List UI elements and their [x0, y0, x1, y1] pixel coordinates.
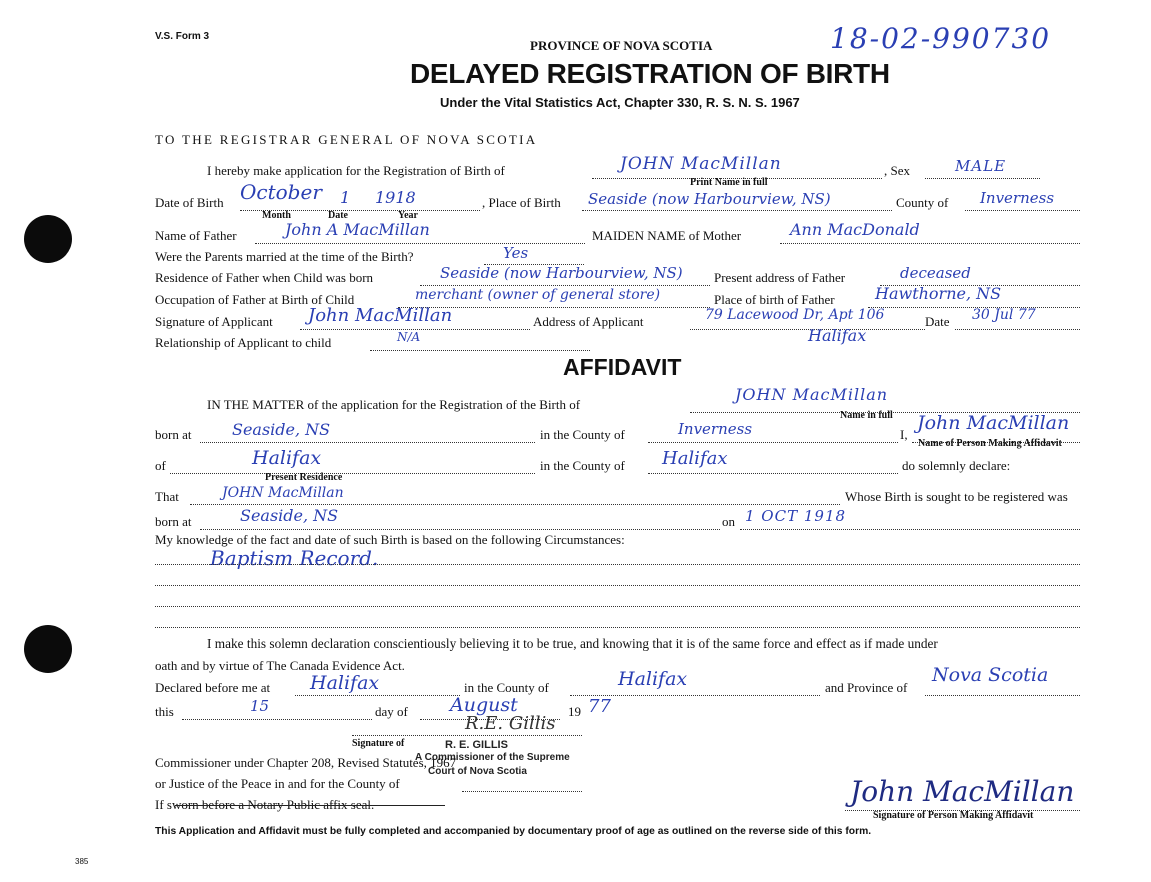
declared-before-label: Declared before me at — [155, 680, 271, 695]
sex-label: , Sex — [884, 163, 910, 178]
affidavit-heading: AFFIDAVIT — [563, 354, 682, 380]
relationship-label: Relationship of Applicant to child — [155, 335, 332, 350]
mother-value: Ann MacDonald — [790, 220, 920, 239]
mother-label: MAIDEN NAME of Mother — [592, 228, 742, 243]
dob-month-value: October — [240, 180, 322, 204]
married-label: Were the Parents married at the time of the Birth? — [155, 249, 414, 264]
date-caption: Date — [328, 210, 348, 221]
affiant-signature-caption: Signature of Person Making Affidavit — [873, 810, 1034, 821]
residence-label: Residence of Father when Child was born — [155, 270, 374, 285]
affiant-signature: John MacMillan — [850, 775, 1075, 808]
born-at-label: born at — [155, 427, 192, 442]
month-value: August — [450, 694, 518, 716]
sex-value: MALE — [955, 157, 1007, 175]
residence-county-value: Halifax — [662, 448, 728, 469]
occupation-label: Occupation of Father at Birth of Child — [155, 292, 355, 307]
file-number: 18-02-990730 — [830, 22, 1052, 55]
place-label: , Place of Birth — [482, 195, 561, 210]
on-label: on — [722, 514, 735, 529]
notary-label: If sworn before a Notary Public affix seal. — [155, 797, 375, 812]
declared-county-value: Halifax — [618, 668, 688, 690]
declare-label: do solemnly declare: — [902, 458, 1011, 473]
affidavit-name-value: JOHN MacMillan — [735, 385, 889, 404]
residence-value: Seaside (now Harbourview, NS) — [440, 264, 683, 282]
commissioner-signature: R.E. Gillis — [465, 713, 556, 734]
apply-label: I hereby make application for the Registration of Birth of — [207, 163, 505, 178]
married-value: Yes — [503, 244, 529, 262]
application-date-label: Date — [925, 314, 950, 329]
present-address-label: Present address of Father — [714, 270, 846, 285]
relationship-value: N/A — [397, 330, 421, 344]
dob-label: Date of Birth — [155, 195, 224, 210]
to-registrar-line: TO THE REGISTRAR GENERAL OF NOVA SCOTIA — [155, 132, 538, 147]
occupation-value: merchant (owner of general store) — [415, 287, 661, 303]
applicant-address-value: 79 Lacewood Dr, Apt 106 — [705, 307, 885, 323]
residence-of-value: Halifax — [252, 447, 322, 469]
applicant-address-label: Address of Applicant — [533, 314, 644, 329]
matter-label: IN THE MATTER of the application for the Registration of the Birth of — [207, 397, 581, 412]
circumstances-value: Baptism Record. — [210, 546, 379, 570]
father-label: Name of Father — [155, 228, 237, 243]
print-name-caption: Print Name in full — [690, 177, 768, 188]
father-value: John A MacMillan — [285, 220, 430, 239]
declaration-text-1: I make this solemn declaration conscientiously believing it to be true, and knowing that it is of the same force and effect as if made under — [207, 636, 938, 651]
signature-of-caption: Signature of — [352, 738, 405, 749]
knowledge-label: My knowledge of the fact and date of such Birth is based on the following Circumstances: — [155, 532, 625, 547]
punch-hole-top — [24, 215, 72, 263]
child-name-value: JOHN MacMillan — [620, 154, 782, 174]
day-of-label: day of — [375, 704, 408, 719]
day-value: 15 — [250, 697, 270, 715]
father-birthplace-label: Place of birth of Father — [714, 292, 835, 307]
this-label: this — [155, 704, 174, 719]
father-birthplace-value: Hawthorne, NS — [875, 284, 1002, 303]
dob-day-value: 1 — [340, 188, 351, 207]
year-value: 77 — [588, 696, 611, 717]
page-subtitle: Under the Vital Statistics Act, Chapter 330, R. S. N. S. 1967 — [440, 95, 800, 110]
declared-county-label: in the County of — [464, 680, 549, 695]
in-county-label-2: in the County of — [540, 458, 625, 473]
in-county-label: in the County of — [540, 427, 625, 442]
county-value: Inverness — [980, 189, 1055, 207]
footer-code: 385 — [75, 857, 89, 866]
justice-label: or Justice of the Peace in and for the County of — [155, 776, 400, 791]
month-caption: Month — [262, 210, 291, 221]
punch-hole-bottom — [24, 625, 72, 673]
form-number: V.S. Form 3 — [155, 31, 210, 42]
applicant-address-city: Halifax — [808, 326, 867, 345]
born-at-value: Seaside, NS — [232, 420, 331, 439]
year-caption: Year — [398, 210, 418, 221]
declared-province-label: and Province of — [825, 680, 908, 695]
that-name-value: JOHN MacMillan — [222, 485, 344, 501]
stamp-title: A Commissioner of the Supreme — [415, 752, 570, 763]
province-heading: PROVINCE OF NOVA SCOTIA — [530, 38, 713, 53]
applicant-signature-label: Signature of Applicant — [155, 314, 273, 329]
dob-year-value: 1918 — [375, 188, 416, 207]
born-at-value-2: Seaside, NS — [240, 506, 339, 525]
born-county-value: Inverness — [678, 420, 753, 438]
county-label: County of — [896, 195, 949, 210]
year-prefix-label: 19 — [568, 704, 581, 719]
declared-before-value: Halifax — [310, 672, 380, 694]
declared-province-value: Nova Scotia — [932, 664, 1049, 686]
present-address-value: deceased — [900, 264, 971, 282]
born-on-value: 1 OCT 1918 — [745, 507, 847, 525]
place-value: Seaside (now Harbourview, NS) — [588, 190, 831, 208]
application-date-value: 30 Jul 77 — [972, 307, 1036, 323]
present-residence-caption: Present Residence — [265, 472, 343, 483]
name-full-caption: Name in full — [840, 410, 893, 421]
whose-birth-label: Whose Birth is sought to be registered was — [845, 489, 1068, 504]
that-label: That — [155, 489, 179, 504]
footer-note: This Application and Affidavit must be fully completed and accompanied by documentary proof of age as outlined on the reverse side of this form. — [155, 826, 872, 837]
affiant-caption: Name of Person Making Affidavit — [918, 438, 1062, 449]
stamp-court: Court of Nova Scotia — [428, 766, 527, 777]
born-at-label-2: born at — [155, 514, 192, 529]
of-label: of — [155, 458, 166, 473]
affiant-name-value: John MacMillan — [917, 412, 1070, 434]
stamp-name: R. E. GILLIS — [445, 739, 508, 751]
i-label: I, — [900, 427, 908, 442]
applicant-signature-value: John MacMillan — [308, 305, 453, 326]
declaration-text-2: oath and by virtue of The Canada Evidence Act. — [155, 658, 405, 673]
page-title: DELAYED REGISTRATION OF BIRTH — [410, 58, 890, 89]
commissioner-label: Commissioner under Chapter 208, Revised Statutes, 1967 — [155, 755, 457, 770]
